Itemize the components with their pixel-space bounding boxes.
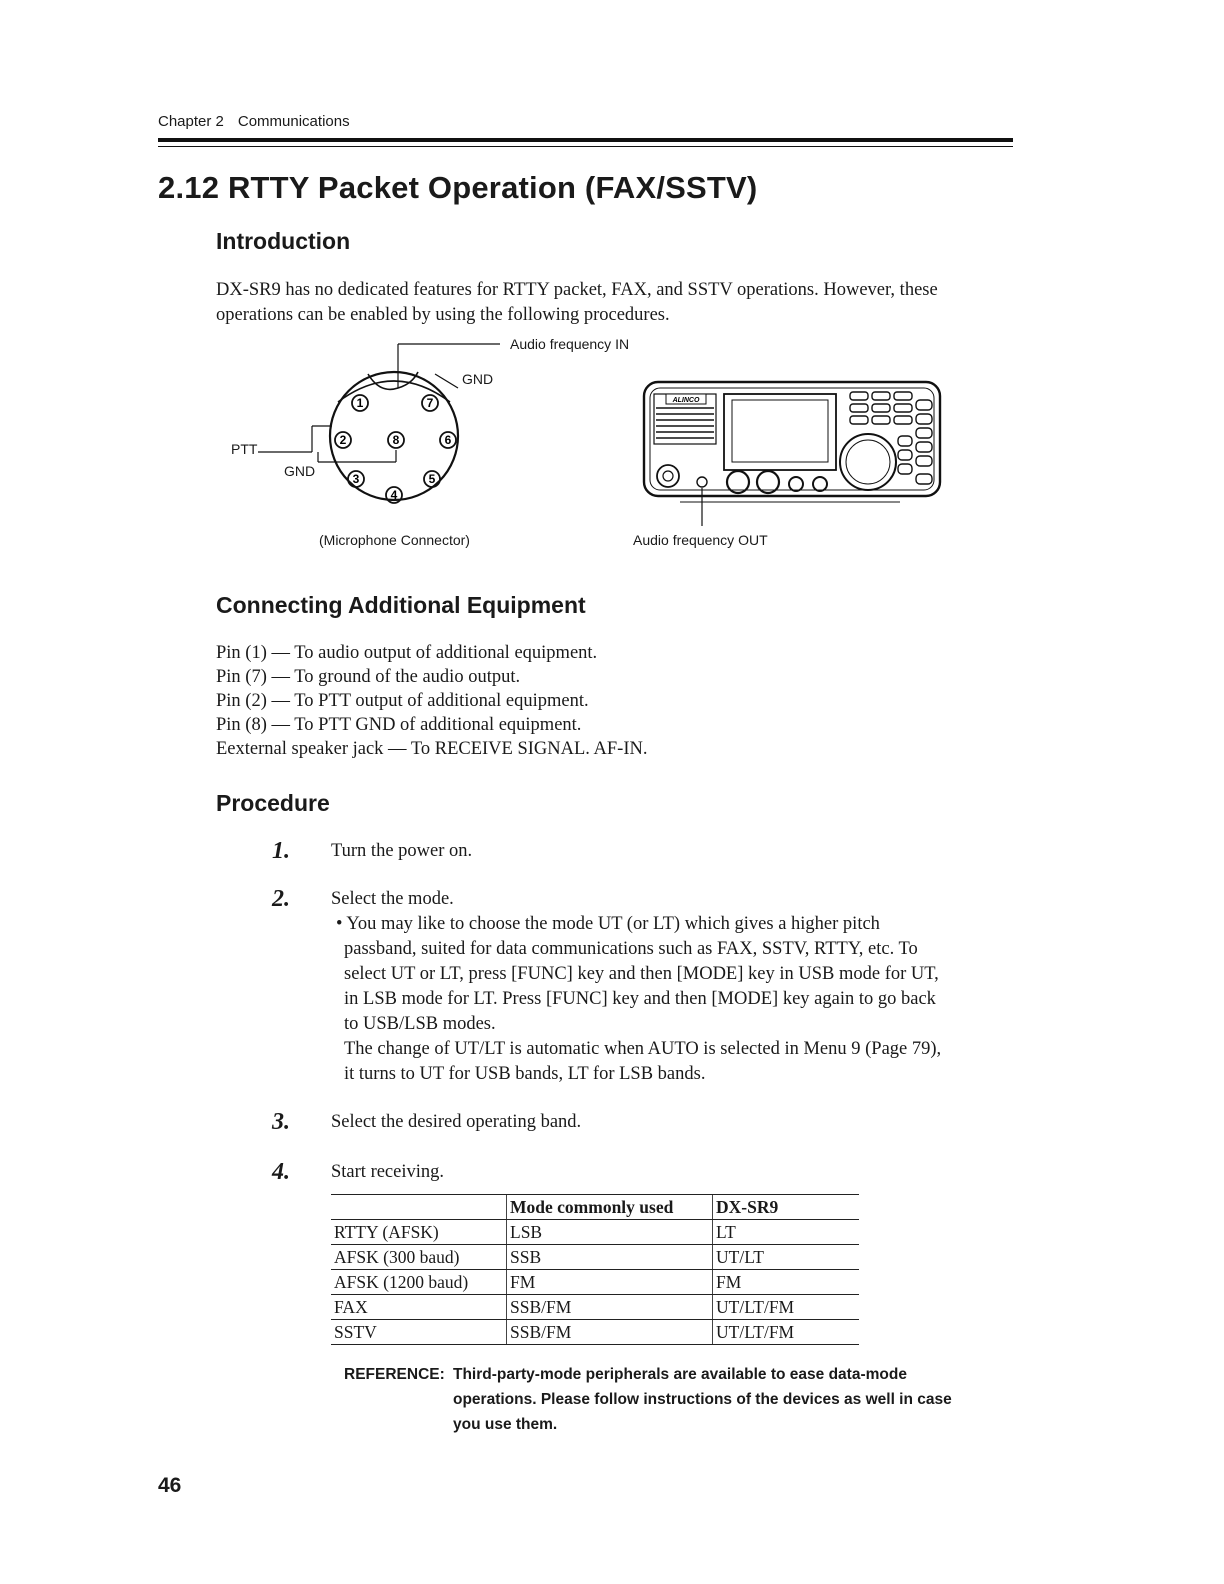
table-cell: RTTY (AFSK) — [331, 1220, 507, 1245]
pin-8-label: 8 — [392, 433, 400, 447]
table-cell: UT/LT/FM — [713, 1295, 860, 1320]
table-cell: FAX — [331, 1295, 507, 1320]
reference-line: Third-party-mode peripherals are available to ease data-mode — [453, 1366, 907, 1383]
table-cell: FM — [507, 1270, 713, 1295]
chapter-number: Chapter 2 — [158, 113, 224, 130]
pin-connection-line: Pin (7) — To ground of the audio output. — [216, 667, 521, 687]
pin-1-label: 1 — [356, 396, 364, 410]
step-detail-line: it turns to UT for USB bands, LT for LSB bands. — [344, 1064, 706, 1084]
step-number: 2. — [272, 886, 290, 912]
section-title: 2.12 RTTY Packet Operation (FAX/SSTV) — [158, 170, 758, 205]
step-text: Start receiving. — [331, 1162, 445, 1182]
running-header — [158, 113, 350, 130]
introduction-heading: Introduction — [216, 228, 351, 254]
table-cell: LT — [713, 1220, 860, 1245]
pin-3-label: 3 — [352, 472, 360, 486]
table-cell: AFSK (1200 baud) — [331, 1270, 507, 1295]
pin-2-label: 2 — [339, 433, 347, 447]
chapter-title: Communications — [237, 113, 350, 130]
step-detail-line: passband, suited for data communications such as FAX, SSTV, RTTY, etc. To — [344, 939, 918, 959]
step-number: 1. — [272, 838, 290, 864]
step-detail-line: in LSB mode for LT. Press [FUNC] key and then [MODE] key again to go back — [344, 989, 936, 1009]
table-cell: UT/LT — [713, 1245, 860, 1270]
reference-label: REFERENCE: — [344, 1366, 445, 1383]
pin-connection-line: Pin (1) — To audio output of additional equipment. — [216, 643, 598, 663]
ptt-label: PTT — [231, 441, 258, 457]
modes-table — [331, 1194, 859, 1345]
pin-connection-line: Pin (2) — To PTT output of additional equipment. — [216, 691, 589, 711]
table-header-row — [331, 1195, 859, 1220]
table-cell: FM — [713, 1270, 860, 1295]
step-detail-line: select UT or LT, press [FUNC] key and then [MODE] key in USB mode for UT, — [344, 964, 939, 984]
table-row — [331, 1270, 859, 1295]
introduction-paragraph: DX-SR9 has no dedicated features for RTTY packet, FAX, and SSTV operations. However, these operations can be enabled by using the following procedures. — [216, 280, 938, 325]
step-text: Turn the power on. — [331, 841, 473, 861]
header-rule-thin — [158, 146, 1013, 147]
procedure-heading: Procedure — [216, 790, 330, 816]
reference-line: operations. Please follow instructions of the devices as well in case — [453, 1391, 952, 1408]
table-row — [331, 1320, 859, 1345]
table-cell: LSB — [507, 1220, 713, 1245]
table-row — [331, 1295, 859, 1320]
page-number: 46 — [158, 1474, 182, 1497]
pin-7-label: 7 — [426, 396, 434, 410]
table-row — [331, 1245, 859, 1270]
table-cell: SSB/FM — [507, 1295, 713, 1320]
step-bullet: • You may like to choose the mode UT (or LT) which gives a higher pitch — [336, 914, 880, 934]
step-detail-line: The change of UT/LT is automatic when AUTO is selected in Menu 9 (Page 79), — [344, 1039, 942, 1059]
gnd-left-label: GND — [284, 463, 316, 479]
reference-line: you use them. — [453, 1416, 558, 1433]
table-cell: SSB/FM — [507, 1320, 713, 1345]
step-detail — [336, 912, 1016, 1087]
table-header-cell: DX-SR9 — [713, 1195, 860, 1220]
microphone-connector-diagram — [220, 330, 640, 560]
table-cell: AFSK (300 baud) — [331, 1245, 507, 1270]
audio-in-label: Audio frequency IN — [510, 336, 630, 352]
brand-logo: ALINCO — [672, 397, 700, 404]
table-cell: SSTV — [331, 1320, 507, 1345]
pin-connection-line: Pin (8) — To PTT GND of additional equipment. — [216, 715, 582, 735]
table-cell: UT/LT/FM — [713, 1320, 860, 1345]
pin-5-label: 5 — [428, 472, 436, 486]
step-text: Select the desired operating band. — [331, 1112, 582, 1132]
audio-out-label: Audio frequency OUT — [633, 532, 768, 548]
gnd-top-label: GND — [462, 371, 494, 387]
pin-connection-list — [216, 641, 647, 761]
connector-caption: (Microphone Connector) — [319, 532, 470, 548]
pin-4-label: 4 — [390, 488, 398, 502]
step-number: 3. — [272, 1109, 290, 1135]
pin-connection-line: Eexternal speaker jack — To RECEIVE SIGNAL. AF-IN. — [216, 739, 648, 759]
header-rule — [158, 138, 1013, 142]
table-header-cell: Mode commonly used — [507, 1195, 713, 1220]
pin-6-label: 6 — [444, 433, 452, 447]
table-header-cell — [331, 1195, 507, 1220]
connecting-heading: Connecting Additional Equipment — [216, 592, 586, 618]
radio-front-panel-illustration — [640, 378, 945, 528]
reference-text — [453, 1362, 1003, 1437]
step-number: 4. — [272, 1159, 290, 1185]
step-detail-line: to USB/LSB modes. — [344, 1014, 496, 1034]
table-row — [331, 1220, 859, 1245]
table-cell: SSB — [507, 1245, 713, 1270]
step-text: Select the mode. — [331, 889, 454, 909]
